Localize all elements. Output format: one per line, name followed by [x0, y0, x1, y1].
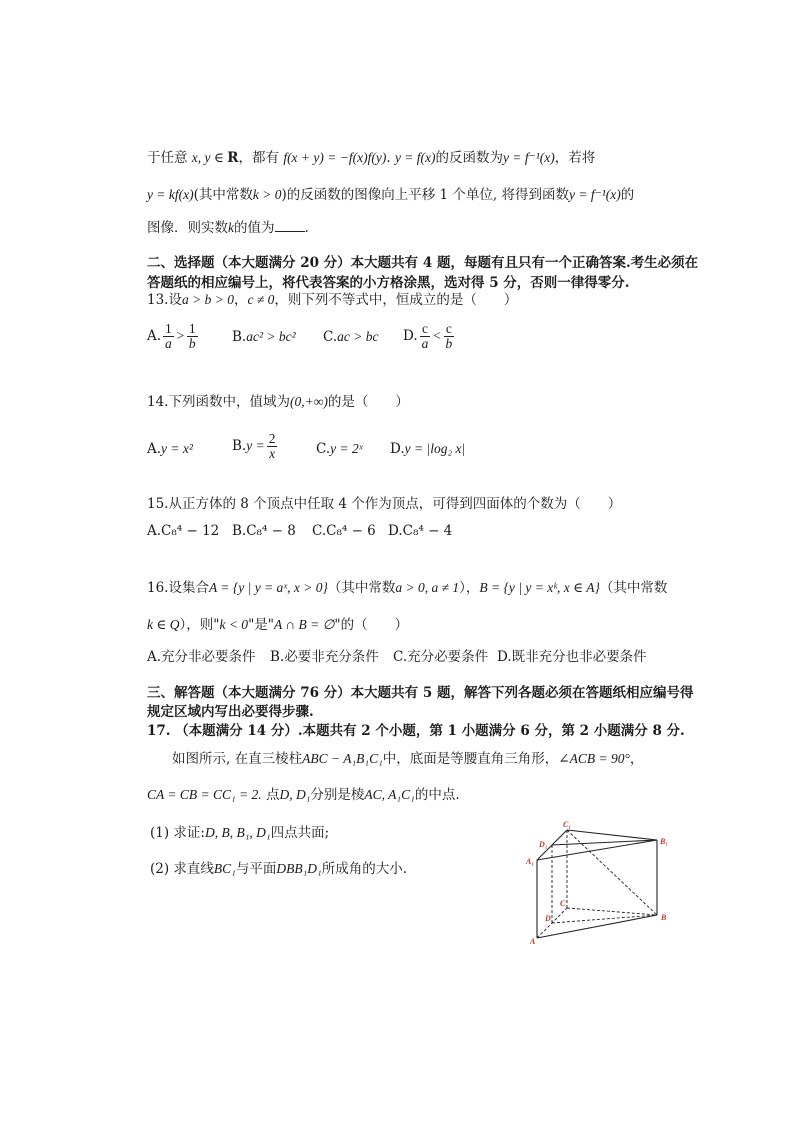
denominator: b: [188, 336, 196, 351]
q17-subquestion-2: [150, 859, 407, 879]
numerator: c: [445, 321, 452, 336]
fill-in-line-3: [147, 217, 309, 238]
text: ），则": [179, 617, 220, 633]
section3-header-line1: 三、解答题（本大题满分 76 分）本大题共有 5 题，解答下列各题必须在答题纸相应编号得: [147, 685, 694, 701]
q14-option-d[interactable]: [390, 441, 465, 457]
text: ），: [459, 580, 480, 596]
q16-option-b[interactable]: B.必要非充分条件: [270, 649, 379, 665]
q14-option-a[interactable]: [147, 441, 193, 457]
text: （其中常数: [327, 580, 396, 596]
math-function: y = f(x): [394, 150, 436, 165]
q17-para-1: [172, 749, 643, 769]
math-expression: y = x²: [161, 441, 193, 456]
q17-subquestion-1: [150, 823, 329, 843]
math-expression: y =: [246, 438, 265, 453]
text: ，: [233, 292, 248, 308]
label-d1: D₁: [539, 840, 548, 849]
q16-option-c[interactable]: C.充分必要条件: [393, 649, 489, 665]
denominator: x: [269, 446, 276, 461]
label-a: A: [530, 937, 536, 946]
q16-option-a[interactable]: A.充分非必要条件: [147, 649, 256, 665]
text: 所成角的大小.: [321, 861, 408, 877]
q15-option-a[interactable]: A.C₈⁴ − 12: [147, 523, 220, 539]
label-d: D: [545, 914, 551, 923]
q13-option-d[interactable]: [403, 322, 456, 351]
option-label: D.: [390, 441, 405, 457]
math-line: BC₁: [213, 861, 236, 876]
text: )的反函数的图像向上平移 1 个单位, 将得到函数: [281, 187, 569, 203]
numerator: c: [422, 321, 429, 336]
text: 16.设集合: [147, 580, 209, 596]
label-c1: C₁: [563, 820, 572, 829]
text: 如图所示, 在直三棱柱: [172, 751, 303, 767]
math-op: >: [175, 328, 185, 343]
math-set-b: B = {y | y = xᵏ, x ∈ A}: [479, 580, 600, 595]
text: 的中点.: [414, 787, 460, 803]
section2-header-line2: 答题纸的相应编号上，将代表答案的小方格涂黑，选对得 5 分，否则一律得零分.: [147, 275, 630, 291]
math-condition: a > b > 0: [181, 292, 234, 307]
text: 的值为: [234, 220, 275, 236]
numerator: 2: [268, 431, 276, 446]
text: 的是（ ）: [327, 394, 409, 410]
denominator: a: [421, 336, 429, 351]
math-angle: ∠ACB = 90°: [558, 751, 630, 766]
math-expression: ac > bc: [337, 329, 379, 344]
q14-option-c[interactable]: [316, 441, 363, 457]
text: 的反函数为: [435, 150, 504, 166]
text: 图像．则实数: [147, 220, 228, 236]
q15-option-c[interactable]: C.C₈⁴ − 6: [312, 523, 376, 539]
text: 的: [620, 187, 635, 203]
segment-d-b: [552, 915, 657, 923]
math-op: <: [432, 328, 442, 343]
q13-stem: [147, 290, 517, 310]
text: 14.下列函数中，值域为: [147, 394, 290, 410]
section2-header-line1: 二、选择题（本大题满分 20 分）本大题共有 4 题，每题有且只有一个正确答案.考生必须在: [147, 255, 699, 271]
math-edges: AC, A₁C₁: [364, 787, 415, 802]
math-intersection: A ∩ B = ∅: [273, 617, 335, 632]
math-reals: R: [227, 150, 239, 166]
math-set-a: A = {y | y = aˣ, x > 0}: [208, 580, 328, 595]
math-var: k: [228, 220, 234, 235]
text: ，: [629, 751, 644, 767]
math-expression: y = 2ˣ: [330, 441, 363, 456]
numerator: 1: [188, 321, 196, 336]
q15-option-d[interactable]: D.C₈⁴ − 4: [388, 523, 453, 539]
math-expression: y = |log₂ x|: [404, 441, 466, 456]
q14-stem: [147, 392, 409, 412]
math-equation: CA = CB = CC₁ = 2.: [147, 787, 262, 802]
hidden-edges: [537, 830, 657, 938]
option-label: D.: [403, 328, 418, 344]
label-a1: A₁: [526, 857, 535, 866]
math-prism: ABC − A₁B₁C₁: [302, 751, 383, 766]
option-label: A.: [147, 441, 162, 457]
q13-option-a[interactable]: [147, 322, 200, 351]
text: （其中常数: [599, 580, 668, 596]
math-condition: k < 0: [219, 617, 249, 632]
edge-c1-b1: [567, 830, 657, 840]
text: ，都有: [238, 150, 280, 166]
option-label: C.: [316, 441, 331, 457]
fraction: [187, 322, 198, 351]
text: 点: [261, 787, 280, 803]
math-inverse: y = f⁻¹(x): [569, 187, 621, 202]
math-points: D, B, B₁, D₁: [204, 825, 271, 840]
q17-para-2: [147, 785, 460, 805]
prism-figure: [525, 820, 675, 950]
option-label: B.: [232, 438, 247, 454]
q13-option-c[interactable]: [323, 329, 378, 345]
q17-title: 17. （本题满分 14 分）.本题共有 2 个小题，第 1 小题满分 6 分，第 2 小题满分 8 分.: [147, 723, 685, 739]
text: "是": [248, 617, 274, 633]
text: ，则下列不等式中，恒成立的是（ ）: [274, 292, 518, 308]
option-label: A.: [147, 328, 162, 344]
numerator: 1: [165, 321, 172, 336]
q16-line-2: [147, 615, 408, 635]
math-interval: (0,+∞): [289, 394, 328, 409]
q15-stem: 15.从正方体的 8 个顶点中任取 4 个作为顶点，可得到四面体的个数为（ ）: [147, 496, 622, 512]
math-vars: x, y ∈: [191, 150, 228, 165]
label-b1: B₁: [660, 837, 669, 846]
q16-option-d[interactable]: D.既非充分也非必要条件: [497, 649, 647, 665]
math-condition: a > 0, a ≠ 1: [395, 580, 460, 595]
text: ，若将: [554, 150, 596, 166]
text: (其中常数: [193, 187, 253, 203]
text: 四点共面;: [270, 825, 330, 841]
q13-option-b[interactable]: [232, 329, 296, 345]
math-condition: c ≠ 0: [247, 292, 275, 307]
option-label: C.: [323, 329, 338, 345]
math-plane: DBB₁D₁: [276, 861, 322, 876]
math-condition: k ∈ Q: [147, 617, 180, 632]
text: (1) 求证:: [150, 825, 205, 841]
text: "的（ ）: [334, 617, 409, 633]
text: 与平面: [235, 861, 277, 877]
math-condition: k > 0: [252, 187, 282, 202]
math-expression: y = kf(x): [147, 187, 194, 202]
text: 于任意: [147, 150, 188, 166]
edge-a-b: [537, 915, 657, 938]
q16-line-1: [147, 578, 667, 598]
text: .: [304, 220, 309, 236]
fraction: [444, 322, 455, 351]
text: (2) 求直线: [150, 861, 214, 877]
text: .: [386, 150, 391, 166]
math-inverse: y = f⁻¹(x): [503, 150, 555, 165]
text: 分别是棱: [310, 787, 365, 803]
answer-blank[interactable]: [275, 217, 305, 232]
denominator: a: [165, 336, 172, 351]
fraction: [163, 322, 174, 351]
label-b: B: [661, 913, 667, 922]
fill-in-line-1: [147, 148, 595, 168]
q14-option-b[interactable]: [232, 432, 279, 461]
edge-c-b: [567, 908, 657, 915]
math-expression: ac² > bc²: [246, 329, 296, 344]
q15-option-b[interactable]: B.C₈⁴ − 8: [232, 523, 296, 539]
denominator: b: [445, 336, 453, 351]
fill-in-line-2: [147, 185, 634, 205]
section3-header-line2: 规定区域内写出必要得步骤.: [147, 704, 314, 720]
text: 13.设: [147, 292, 182, 308]
option-label: B.: [232, 329, 247, 345]
math-points: D, D₁: [279, 787, 311, 802]
label-c: C: [560, 899, 566, 908]
prism-edges: [537, 830, 657, 938]
fraction: [420, 322, 431, 351]
math-functional-equation: f(x + y) = −f(x)f(y): [283, 150, 387, 165]
text: 中，底面是等腰直角三角形，: [382, 751, 559, 767]
fraction: [267, 432, 278, 461]
